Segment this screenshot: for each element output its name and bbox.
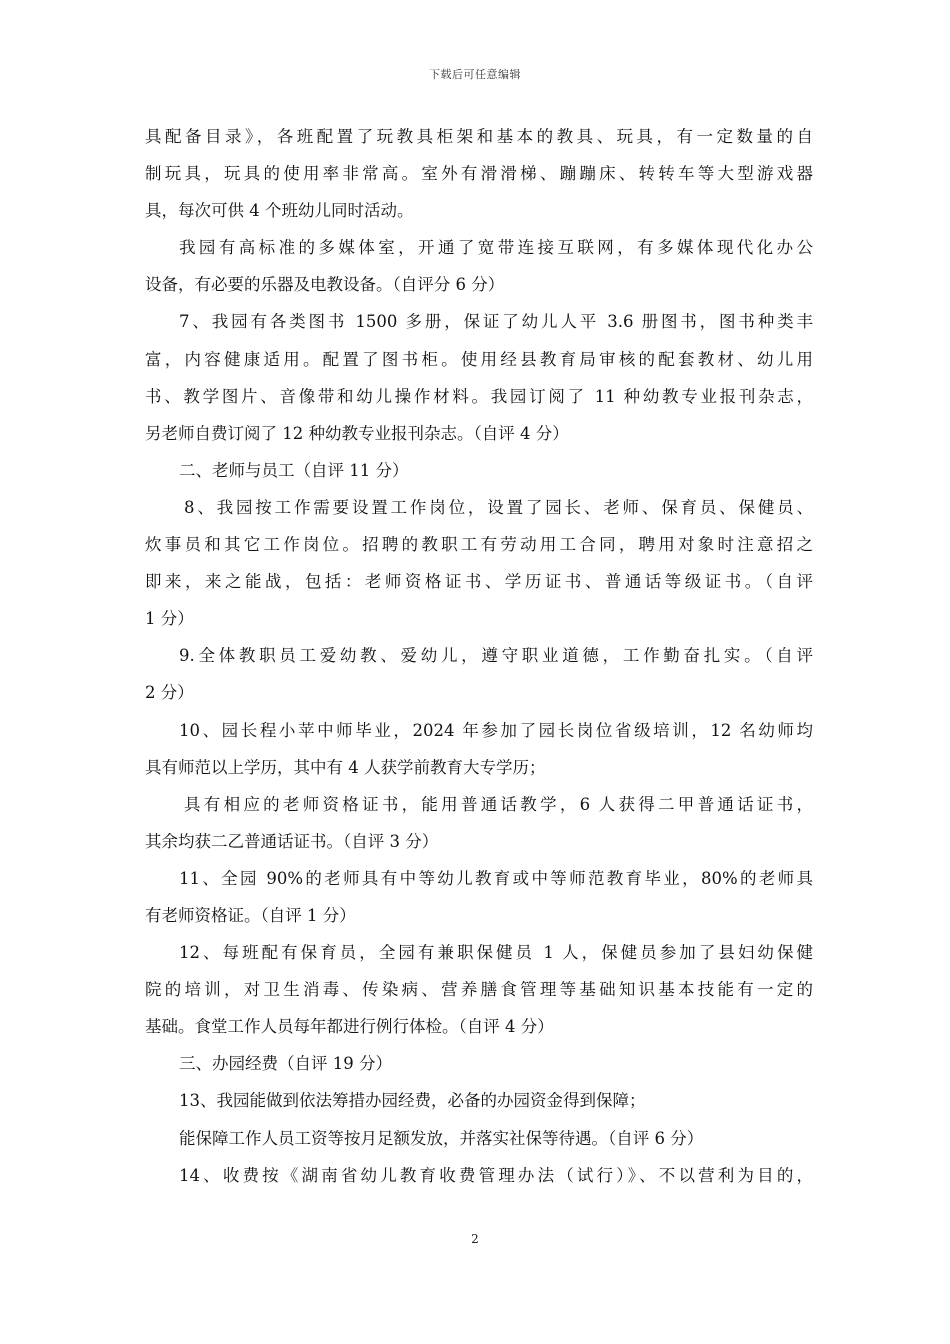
- body-line: 其余均获二乙普通话证书。（自评 3 分）: [145, 831, 439, 851]
- body-line: 炊事员和其它工作岗位。招聘的教职工有劳动用工合同，聘用对象时注意招之: [145, 535, 813, 555]
- body-line: 富，内容健康适用。配置了图书柜。使用经县教育局审核的配套教材、幼儿用: [145, 349, 813, 369]
- page-header: 下载后可任意编辑: [429, 68, 521, 81]
- body-line: 院的培训，对卫生消毒、传染病、营养膳食管理等基础知识基本技能有一定的: [145, 980, 813, 1000]
- section-heading: 三、办园经费（自评 19 分）: [179, 1054, 392, 1074]
- document-body: [145, 118, 813, 1194]
- body-line: 13、我园能做到依法筹措办园经费，必备的办园资金得到保障；: [179, 1091, 646, 1111]
- body-line: 具，每次可供 4 个班幼儿同时活动。: [145, 201, 414, 221]
- body-line: 设备，有必要的乐器及电教设备。（自评分 6 分）: [145, 275, 505, 295]
- body-line: 14、收费按《湖南省幼儿教育收费管理办法（试行）》、不以营利为目的，: [179, 1165, 813, 1185]
- body-line: 12、每班配有保育员，全园有兼职保健员 1 人，保健员参加了县妇幼保健: [179, 943, 813, 963]
- body-line: 书、教学图片、音像带和幼儿操作材料。我园订阅了 11 种幼教专业报刊杂志，: [145, 386, 813, 406]
- page-number: 2: [471, 1232, 479, 1246]
- body-line: 具有师范以上学历，其中有 4 人获学前教育大专学历；: [145, 757, 546, 777]
- body-line: 制玩具，玩具的使用率非常高。室外有滑滑梯、蹦蹦床、转转车等大型游戏器: [145, 164, 813, 184]
- body-line: 8、我园按工作需要设置工作岗位，设置了园长、老师、保育员、保健员、: [184, 497, 813, 517]
- body-line: 即来，来之能战，包括：老师资格证书、学历证书、普通话等级证书。（自评: [145, 572, 813, 592]
- body-line: 基础。食堂工作人员每年都进行例行体检。（自评 4 分）: [145, 1017, 554, 1037]
- body-line: 能保障工作人员工资等按月足额发放，并落实社保等待遇。（自评 6 分）: [179, 1128, 704, 1148]
- body-line: 我园有高标准的多媒体室，开通了宽带连接互联网，有多媒体现代化办公: [179, 238, 813, 258]
- body-line: 10、园长程小苹中师毕业，2024 年参加了园长岗位省级培训，12 名幼师均: [179, 720, 813, 740]
- section-heading: 二、老师与员工（自评 11 分）: [179, 460, 409, 480]
- body-line: 1 分）: [145, 609, 194, 629]
- body-line: 具配备目录》，各班配置了玩教具柜架和基本的教具、玩具，有一定数量的自: [145, 127, 813, 146]
- body-line: 具有相应的老师资格证书，能用普通话教学，6 人获得二甲普通话证书，: [184, 794, 813, 814]
- body-line: 9.全体教职员工爱幼教、爱幼儿，遵守职业道德，工作勤奋扎实。（自评: [179, 646, 813, 666]
- body-line: 有老师资格证。（自评 1 分）: [145, 905, 356, 925]
- body-line: 11、全园 90%的老师具有中等幼儿教育或中等师范教育毕业，80%的老师具: [179, 868, 813, 888]
- body-line: 另老师自费订阅了 12 种幼教专业报刊杂志。（自评 4 分）: [145, 423, 569, 443]
- body-line: 7、我园有各类图书 1500 多册，保证了幼儿人平 3.6 册图书，图书种类丰: [179, 312, 813, 332]
- body-line: 2 分）: [145, 683, 194, 703]
